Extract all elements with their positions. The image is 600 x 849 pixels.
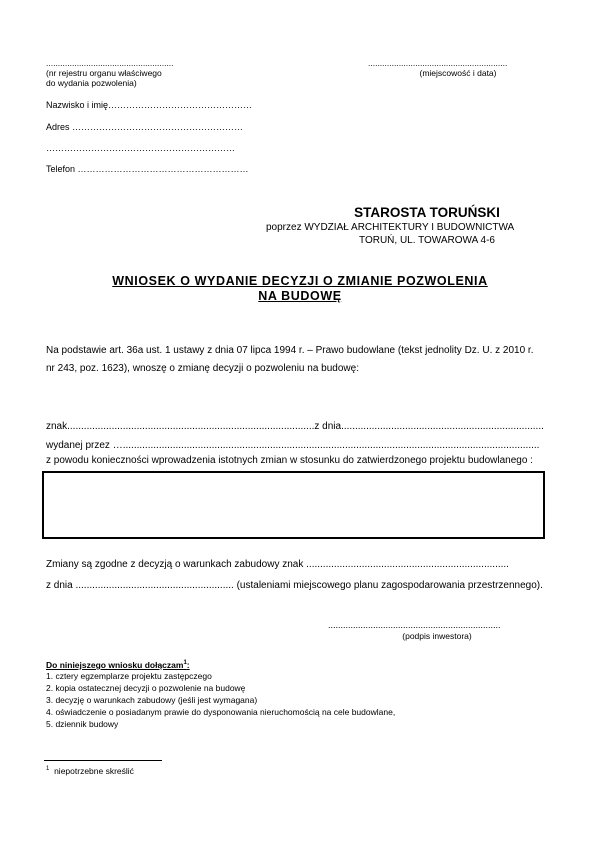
reason-label: z powodu konieczności wprowadzenia istotnych zmian w stosunku do zatwierdzonego projektu budowlanego : (46, 455, 533, 466)
place-date-dots: ........................................................... (368, 58, 508, 68)
attachment-item: 3. decyzję o warunkach zabudowy (jeśli jest wymagana) (46, 695, 258, 705)
attachments-heading-colon: : (186, 660, 190, 670)
attachment-item: 5. dziennik budowy (46, 719, 119, 729)
attachments-heading (46, 660, 190, 670)
registry-dots: ...................................................... (46, 58, 174, 68)
decision-sign-date-field[interactable]: znak.........................................................................................z dnia......................................................................... (46, 421, 544, 432)
compliance-line1-field[interactable]: Zmiany są zgodne z decyzją o warunkach zabudowy znak ......................................................................... (46, 559, 509, 570)
footnote-separator (44, 760, 162, 761)
reasons-text-box[interactable] (42, 471, 545, 539)
compliance-line2-field[interactable]: z dnia ......................................................... (ustaleniami miejscowego planu zagospodarowania przestrzennego). (46, 580, 543, 591)
document-title-line1: WNIOSEK O WYDANIE DECYZJI O ZMIANIE POZWOLENIA (112, 274, 488, 288)
attachments-heading-footnote-ref: 1 (183, 660, 187, 667)
applicant-name-field[interactable]: Nazwisko i imię………………………………………… (46, 100, 253, 110)
intro-line2: nr 243, poz. 1623), wnoszę o zmianę decyzji o pozwoleniu na budowę: (46, 363, 359, 374)
investor-signature-label: (podpis inwestora) (402, 631, 472, 641)
recipient-department: poprzez WYDZIAŁ ARCHITEKTURY I BUDOWNICTWA (266, 222, 515, 233)
attachment-item: 2. kopia ostatecznej decyzji o pozwolenie na budowę (46, 683, 246, 693)
registry-label-line2: do wydania pozwolenia) (46, 78, 137, 88)
applicant-phone-field[interactable]: Telefon ………………………………………………… (46, 164, 249, 174)
footnote-text: niepotrzebne skreślić (54, 766, 134, 776)
recipient-address: TORUŃ, UL. TOWAROWA 4-6 (359, 235, 495, 246)
registry-label-line1: (nr rejestru organu właściwego (46, 68, 162, 78)
attachments-heading-text: Do niniejszego wniosku dołączam (46, 660, 184, 670)
document-title-line2: NA BUDOWĘ (258, 289, 342, 303)
footnote-number: 1 (46, 766, 50, 773)
recipient-title: STAROSTA TORUŃSKI (354, 205, 500, 220)
attachment-item: 4. oświadczenie o posiadanym prawie do dysponowania nieruchomością na cele budowlane, (46, 707, 396, 717)
applicant-address-field[interactable]: Adres ………………………………………………… (46, 122, 244, 132)
intro-line1: Na podstawie art. 36a ust. 1 ustawy z dnia 07 lipca 1994 r. – Prawo budowlane (tekst jednolity Dz. U. z 2010 r. (46, 345, 534, 356)
applicant-address-line2-field[interactable]: ……………………………………………………… (46, 143, 235, 153)
attachment-item: 1. cztery egzemplarze projektu zastępczego (46, 671, 212, 681)
footnote (46, 766, 134, 776)
place-date-label: (miejscowość i data) (419, 68, 497, 78)
issued-by-field[interactable]: wydanej przez …...................................................................................................................................................... (46, 440, 540, 451)
investor-signature-field[interactable]: ..................................................................... (328, 620, 501, 630)
